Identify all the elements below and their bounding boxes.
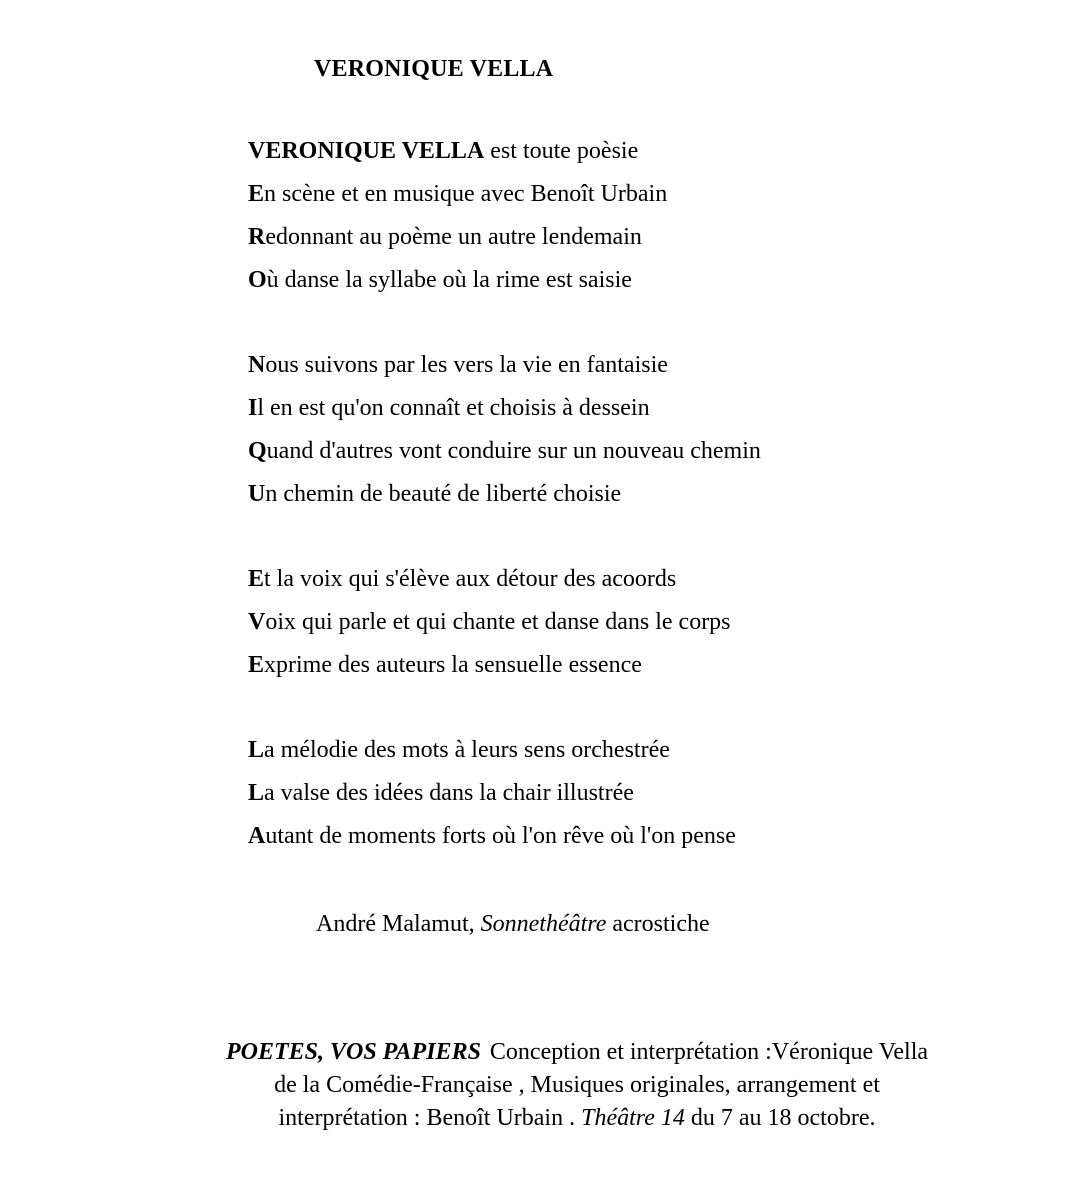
acrostic-lead: I xyxy=(248,395,258,421)
acrostic-lead: N xyxy=(248,352,266,378)
poem-line-text: uand d'autres vont conduire sur un nouveau chemin xyxy=(266,438,761,464)
poem-line-text: oix qui parle et qui chante et danse dans le corps xyxy=(265,609,731,635)
poem-line xyxy=(248,601,1088,644)
poem-line-text: ous suivons par les vers la vie en fantaisie xyxy=(265,352,668,378)
acrostic-lead: O xyxy=(248,267,267,293)
page-title: VERONIQUE VELLA xyxy=(314,56,554,82)
poem-line xyxy=(248,259,1088,302)
acrostic-lead: L xyxy=(248,737,265,763)
poem-line-text: n scène et en musique avec Benoît Urbain xyxy=(264,181,668,207)
show-info-text: Conception et interprétation :Véronique Vella xyxy=(489,1039,929,1065)
poem-line xyxy=(248,387,1088,430)
acrostic-lead: E xyxy=(248,181,265,207)
poem-line-text: a mélodie des mots à leurs sens orchestrée xyxy=(264,737,670,763)
poem-line-text: utant de moments forts où l'on rêve où l'on pense xyxy=(265,823,736,849)
show-info-text: de la Comédie-Française , Musiques originales, arrangement et xyxy=(274,1072,880,1098)
acrostic-lead: E xyxy=(248,566,265,592)
acrostic-lead: E xyxy=(248,652,265,678)
stanza-3 xyxy=(248,558,1088,687)
acrostic-lead: A xyxy=(248,823,266,849)
show-info-line-1 xyxy=(182,1036,972,1069)
acrostic-lead: Q xyxy=(248,438,267,464)
poem-line xyxy=(248,344,1088,387)
attribution-author: André Malamut, xyxy=(316,911,481,937)
poem-line-text: ù danse la syllabe où la rime est saisie xyxy=(266,267,632,293)
poem-line xyxy=(248,729,1088,772)
poem-line-text: a valse des idées dans la chair illustrée xyxy=(264,780,634,806)
show-info-text: interprétation : Benoît Urbain . xyxy=(278,1105,582,1131)
poem-line xyxy=(248,130,1088,173)
attribution-work-title: Sonnethéâtre xyxy=(480,911,607,937)
show-title: POETES, VOS PAPIERS xyxy=(225,1039,481,1065)
show-info-paragraph xyxy=(182,1036,972,1135)
show-info-dates: du 7 au 18 octobre. xyxy=(684,1105,876,1131)
poem-line xyxy=(248,558,1088,601)
poem-line xyxy=(248,815,1088,858)
poem-line-text: l en est qu'on connaît et choisis à dessein xyxy=(257,395,650,421)
attribution-suffix: acrostiche xyxy=(606,911,710,937)
acrostic-lead: V xyxy=(248,609,266,635)
poem-line xyxy=(248,173,1088,216)
stanza-4 xyxy=(248,729,1088,858)
poem-line-text: n chemin de beauté de liberté choisie xyxy=(265,481,622,507)
acrostic-lead: VERONIQUE VELLA xyxy=(248,138,485,164)
stanza-1 xyxy=(248,130,1088,302)
acrostic-lead: U xyxy=(248,481,266,507)
poem-line xyxy=(248,430,1088,473)
acrostic-lead: L xyxy=(248,780,265,806)
acrostic-lead: R xyxy=(248,224,266,250)
poem xyxy=(248,130,1088,858)
attribution-line xyxy=(316,903,1088,946)
stanza-2 xyxy=(248,344,1088,516)
show-info-line-3 xyxy=(182,1102,972,1135)
poem-line-text: edonnant au poème un autre lendemain xyxy=(265,224,642,250)
poem-line xyxy=(248,473,1088,516)
poem-line xyxy=(248,772,1088,815)
poem-line xyxy=(248,644,1088,687)
theatre-name: Théâtre 14 xyxy=(581,1105,685,1131)
poem-line-text: t la voix qui s'élève aux détour des acoords xyxy=(264,566,677,592)
poem-line-text: est toute poèsie xyxy=(484,138,639,164)
poem-line-text: xprime des auteurs la sensuelle essence xyxy=(264,652,642,678)
show-info-line-2 xyxy=(182,1069,972,1102)
poem-line xyxy=(248,216,1088,259)
